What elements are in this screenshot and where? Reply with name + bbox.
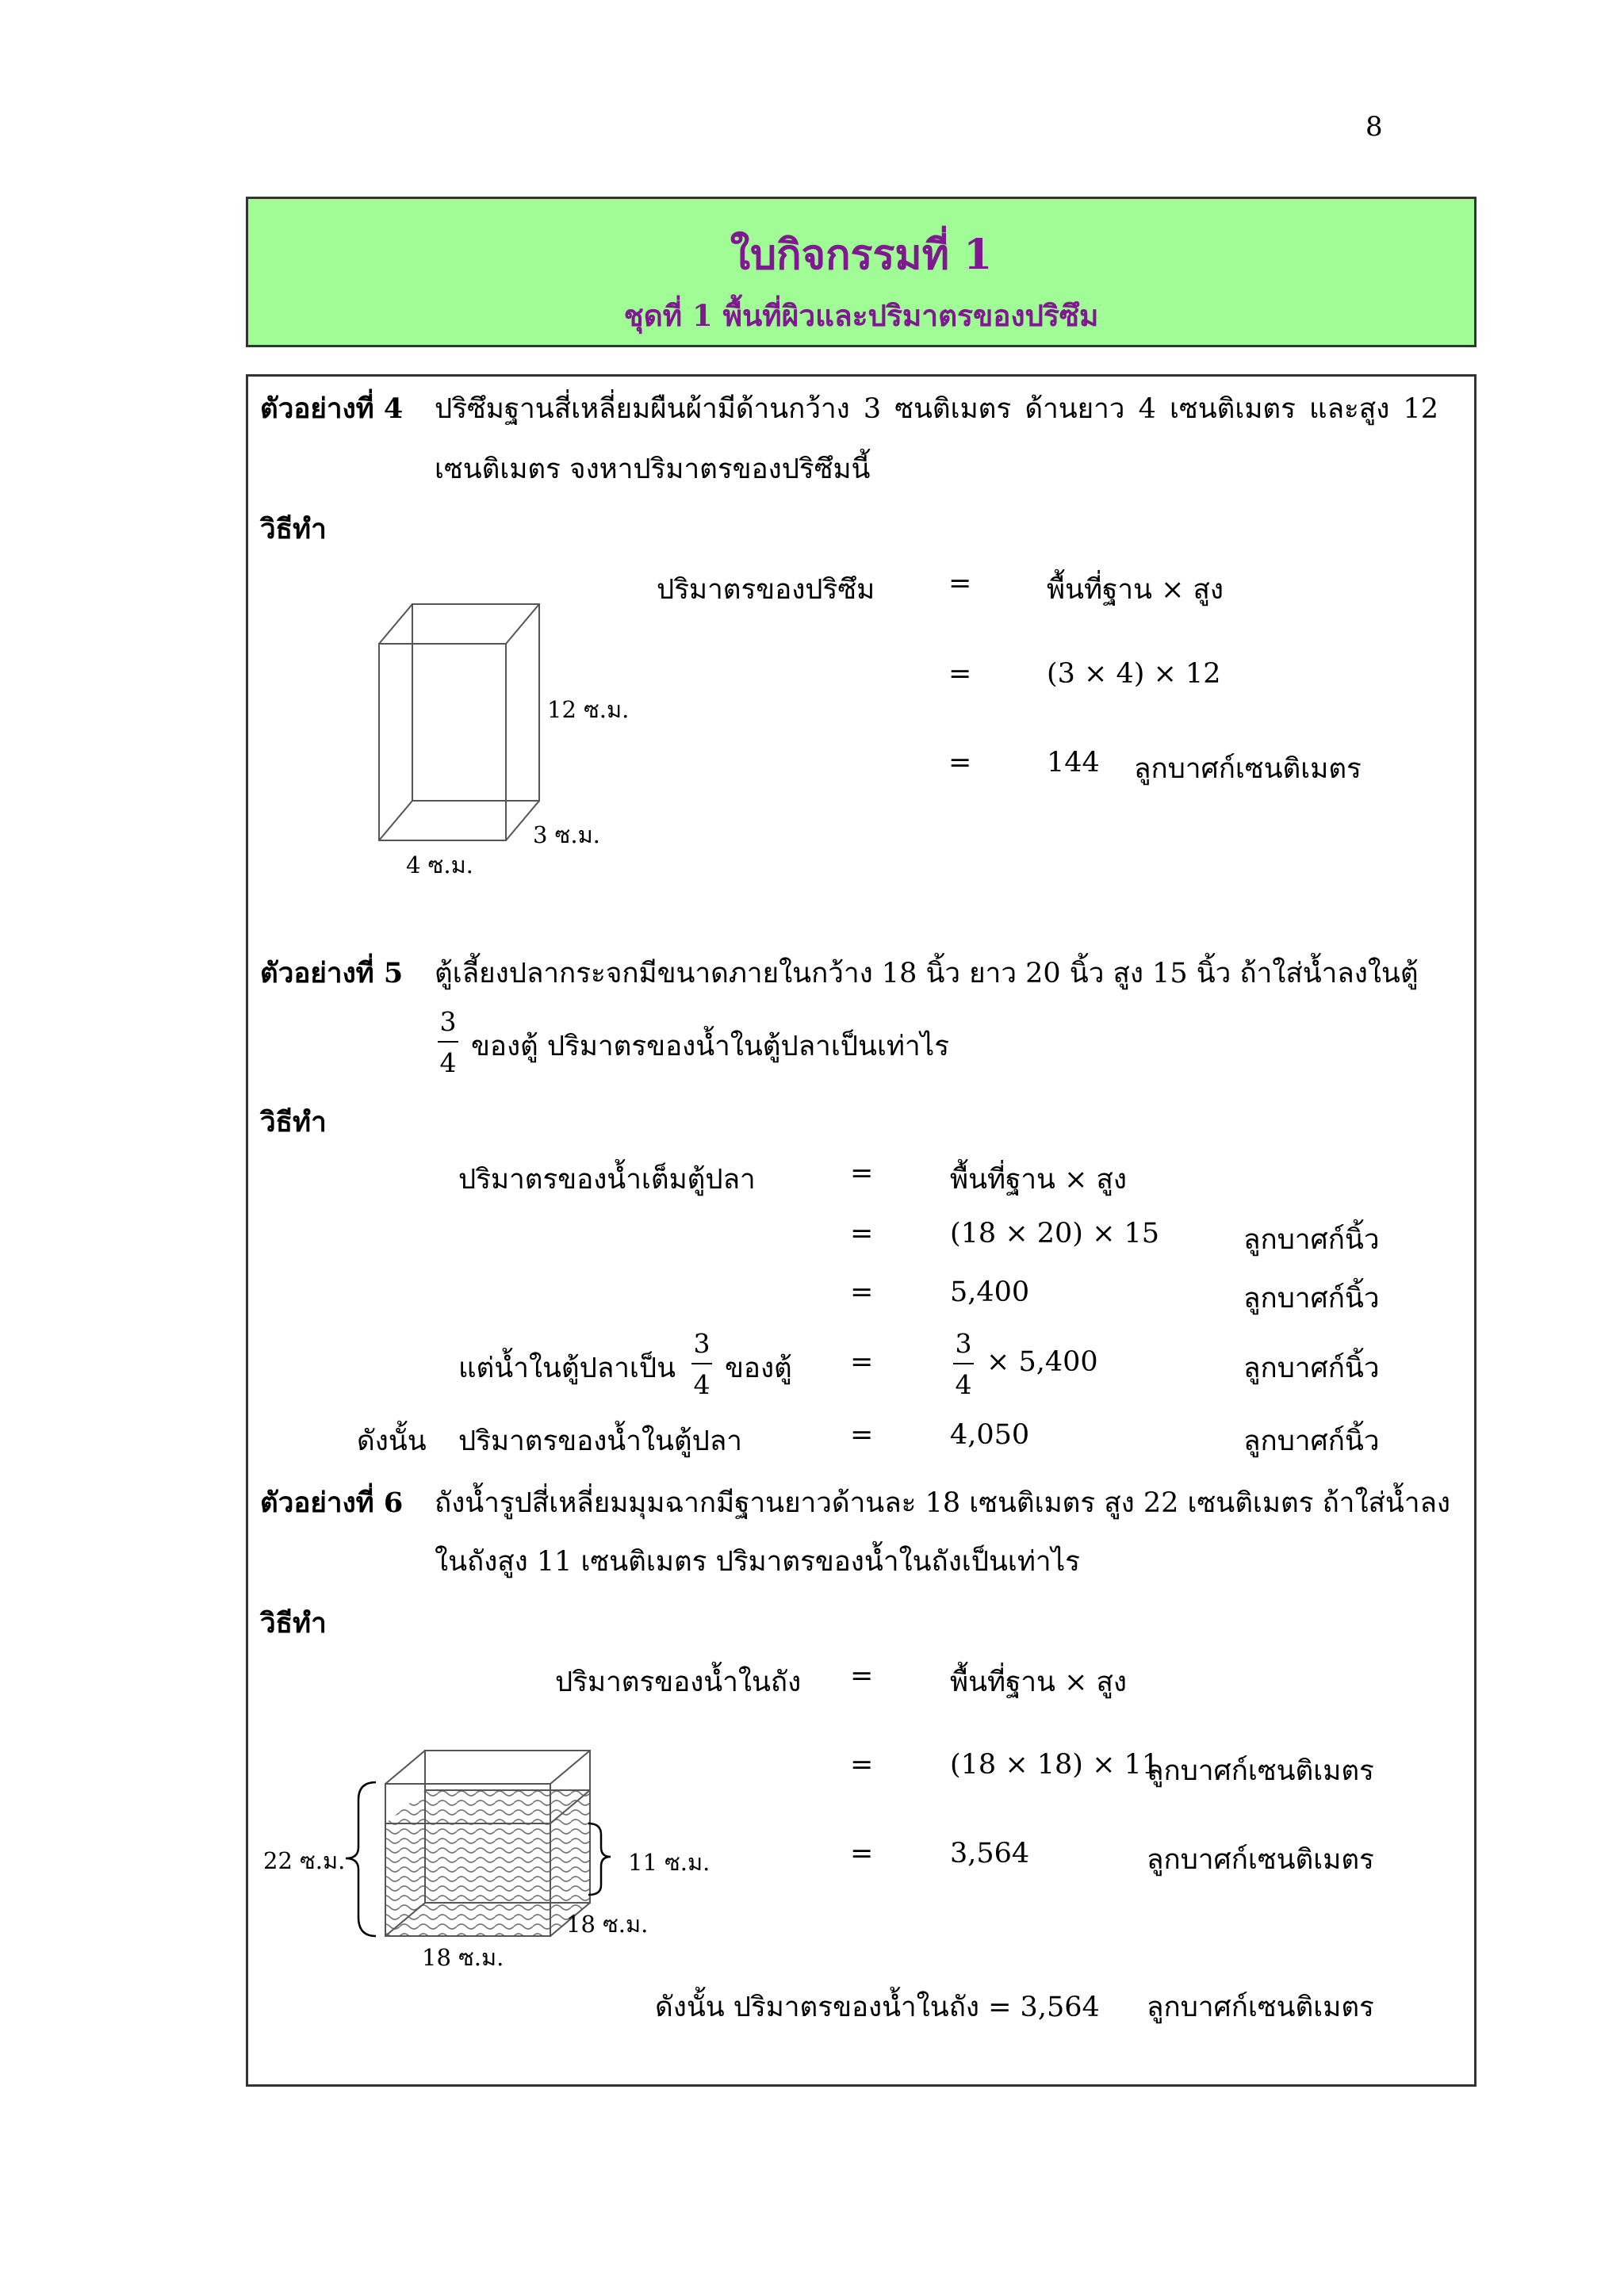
ex5-row2-eq: = [850, 1218, 874, 1249]
water-height-brace [588, 1823, 611, 1895]
ex5-row5-unit: ลูกบาศก์นิ้ว [1243, 1425, 1380, 1457]
example-5-label: ตัวอย่างที่ 5 [260, 957, 404, 989]
ex5-row5-prefix: ดังนั้น [357, 1425, 427, 1457]
prism-height-label: 12 ซ.ม. [547, 696, 630, 723]
ex5-row4-right: × 5,400 [986, 1346, 1098, 1378]
ex4-row3-value: 144 [1047, 747, 1100, 779]
activity-title: ใบกิจกรรมที่ 1 [730, 231, 993, 279]
ex6-row1-eq: = [850, 1660, 874, 1692]
example-5-question-line2: ของตู้ ปริมาตรของน้ำในตู้ปลาเป็นเท่าไร [471, 1031, 950, 1062]
ex4-row2-eq: = [948, 658, 972, 690]
ex6-row2-unit: ลูกบาศก์เซนติเมตร [1147, 1755, 1374, 1787]
fraction-denominator: 4 [439, 1047, 457, 1078]
prism-width-label: 3 ซ.ม. [533, 821, 600, 848]
prism-length-label: 4 ซ.ม. [406, 851, 473, 878]
ex5-row3-right: 5,400 [950, 1276, 1030, 1308]
ex4-row1-eq: = [948, 568, 972, 599]
ex5-row1-eq: = [850, 1158, 874, 1189]
ex5-row4-left-a: แต่น้ำในตู้ปลาเป็น [458, 1353, 676, 1384]
page-number: 8 [1365, 111, 1383, 143]
ex6-row3-right: 3,564 [950, 1838, 1030, 1869]
ex6-conclusion-unit: ลูกบาศก์เซนติเมตร [1147, 1992, 1374, 2023]
ex6-row3-unit: ลูกบาศก์เซนติเมตร [1147, 1844, 1374, 1876]
example-6-label: ตัวอย่างที่ 6 [260, 1487, 404, 1519]
tank-width-label: 18 ซ.ม. [422, 1944, 504, 1971]
example-6-method: วิธีทำ [260, 1607, 327, 1640]
example-4-label: ตัวอย่างที่ 4 [260, 392, 404, 425]
example-4-method: วิธีทำ [260, 513, 327, 545]
ex5-row5-eq: = [850, 1419, 874, 1451]
fraction-denominator: 4 [955, 1369, 972, 1400]
fraction-numerator: 3 [955, 1328, 972, 1359]
ex5-row5-right: 4,050 [950, 1419, 1030, 1451]
example-6-question-line2: ในถังสูง 11 เซนติเมตร ปริมาตรของน้ำในถังเป็นเท่าไร [435, 1546, 1080, 1578]
ex5-row4-unit: ลูกบาศก์นิ้ว [1243, 1353, 1380, 1384]
tank-total-height-label: 22 ซ.ม. [263, 1847, 346, 1874]
ex6-row2-right: (18 × 18) × 11 [950, 1749, 1160, 1781]
tank-depth-label: 18 ซ.ม. [566, 1911, 649, 1938]
ex6-conclusion: ดังนั้น ปริมาตรของน้ำในถัง = 3,564 [655, 1992, 1100, 2023]
example-4-question-line2: เซนติเมตร จงหาปริมาตรของปริซึมนี้ [435, 453, 871, 485]
fraction-numerator: 3 [439, 1006, 457, 1037]
ex5-row2-right: (18 × 20) × 15 [950, 1218, 1160, 1249]
example-6-question-line1: ถังน้ำรูปสี่เหลี่ยมมุมฉากมีฐานยาวด้านละ 18 เซนติเมตร สูง 22 เซนติเมตร ถ้าใส่น้ำลง [435, 1487, 1451, 1519]
ex5-row3-unit: ลูกบาศก์นิ้ว [1243, 1283, 1380, 1314]
activity-subtitle: ชุดที่ 1 พื้นที่ผิวและปริมาตรของปริซึม [623, 298, 1099, 333]
ex6-row1-right: พื้นที่ฐาน × สูง [950, 1667, 1127, 1698]
ex4-row3-eq: = [948, 747, 972, 779]
ex5-row4-left-b: ของตู้ [725, 1353, 792, 1384]
ex5-row3-eq: = [850, 1276, 874, 1308]
ex4-row3-unit: ลูกบาศก์เซนติเมตร [1134, 753, 1362, 785]
ex6-row2-eq: = [850, 1749, 874, 1781]
ex4-row1-left: ปริมาตรของปริซึม [657, 574, 875, 606]
ex6-row3-eq: = [850, 1838, 874, 1869]
fraction-denominator: 4 [693, 1369, 710, 1400]
ex5-row1-left: ปริมาตรของน้ำเต็มตู้ปลา [458, 1164, 756, 1196]
ex4-row1-right: พื้นที่ฐาน × สูง [1047, 574, 1224, 606]
example-5-question-line1: ตู้เลี้ยงปลากระจกมีขนาดภายในกว้าง 18 นิ้ว ยาว 20 นิ้ว สูง 15 นิ้ว ถ้าใส่น้ำลงในตู้ [435, 958, 1419, 989]
ex5-row1-right: พื้นที่ฐาน × สูง [950, 1164, 1127, 1196]
water-fill [385, 1823, 550, 1936]
ex5-row2-unit: ลูกบาศก์นิ้ว [1243, 1224, 1380, 1256]
fraction-numerator: 3 [693, 1328, 710, 1359]
example-5-method: วิธีทำ [260, 1106, 327, 1138]
ex6-row1-left: ปริมาตรของน้ำในถัง [555, 1667, 802, 1698]
tank-water-height-label: 11 ซ.ม. [628, 1849, 710, 1876]
total-height-brace [346, 1782, 376, 1936]
ex5-row5-left: ปริมาตรของน้ำในตู้ปลา [458, 1425, 742, 1457]
example-4-question-line1: ปริซึมฐานสี่เหลี่ยมผืนผ้ามีด้านกว้าง 3 ซนติเมตร ด้านยาว 4 เซนติเมตร และสูง 12 [435, 393, 1438, 425]
ex5-row4-eq: = [850, 1346, 874, 1378]
ex4-row2-right: (3 × 4) × 12 [1047, 658, 1221, 690]
